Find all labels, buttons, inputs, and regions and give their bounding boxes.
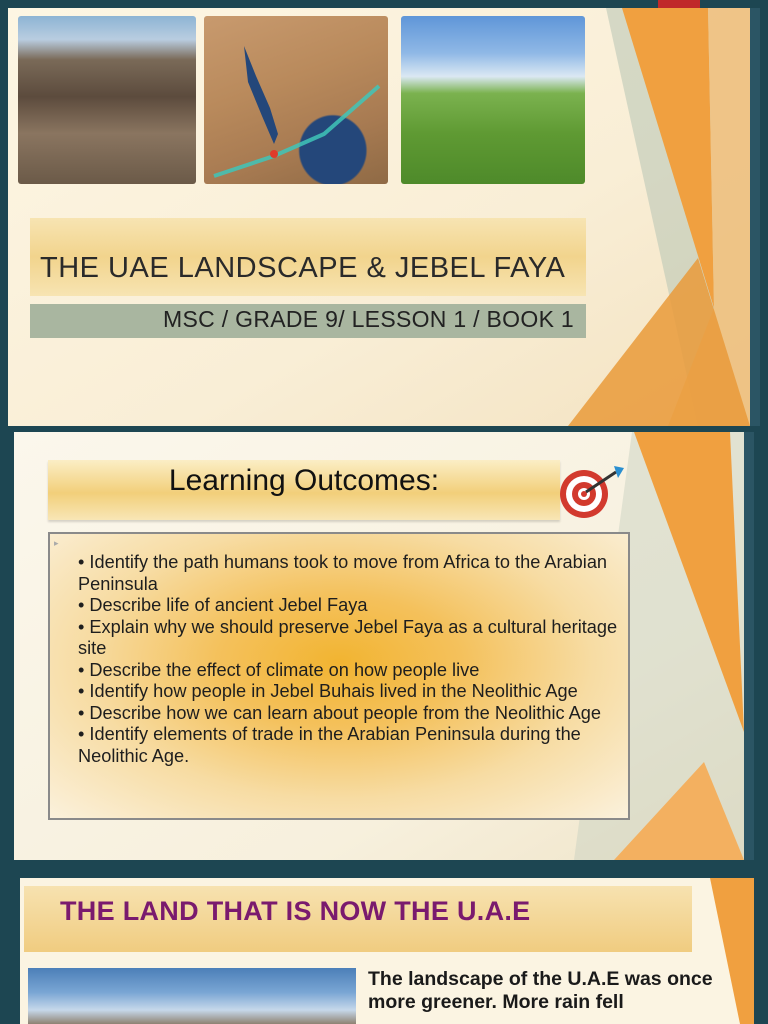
land-heading: THE LAND THAT IS NOW THE U.A.E <box>60 896 531 926</box>
slide-learning-outcomes <box>14 432 754 860</box>
slide-subtitle-text: MSC / GRADE 9/ LESSON 1 / BOOK 1 <box>163 306 574 332</box>
migration-route-map <box>204 16 388 184</box>
slide-land-uae <box>20 878 754 1024</box>
outcomes-list <box>78 552 626 767</box>
outcome-item: • Identify the path humans took to move from Africa to the Arabian Peninsula <box>78 552 608 594</box>
outcomes-box <box>48 532 630 820</box>
learning-outcomes-heading: Learning Outcomes: <box>168 464 440 497</box>
outcome-item: • Identify elements of trade in the Arabian Peninsula during the Neolithic Age. <box>78 724 581 766</box>
outcome-item: • Describe the effect of climate on how people live <box>78 659 480 680</box>
placeholder-arrow-icon: ▸ <box>54 538 59 548</box>
slide-title <box>8 8 760 426</box>
mountain-gorge-photo <box>18 16 196 184</box>
land-body-text: The landscape of the U.A.E was once more greener. More rain fell <box>368 968 713 1013</box>
outcome-item: • Describe how we can learn about people from the Neolithic Age <box>78 702 601 723</box>
slide-title-text: THE UAE LANDSCAPE & JEBEL FAYA <box>40 252 566 284</box>
top-red-strip <box>658 0 700 8</box>
outcome-item: • Explain why we should preserve Jebel Faya as a cultural heritage site <box>78 616 618 658</box>
outcome-item: • Identify how people in Jebel Buhais lived in the Neolithic Age <box>78 681 578 701</box>
outcome-item: • Describe life of ancient Jebel Faya <box>78 595 368 615</box>
target-dart-icon <box>558 460 628 522</box>
landscape-photo <box>28 968 356 1024</box>
green-field-photo <box>401 16 585 184</box>
